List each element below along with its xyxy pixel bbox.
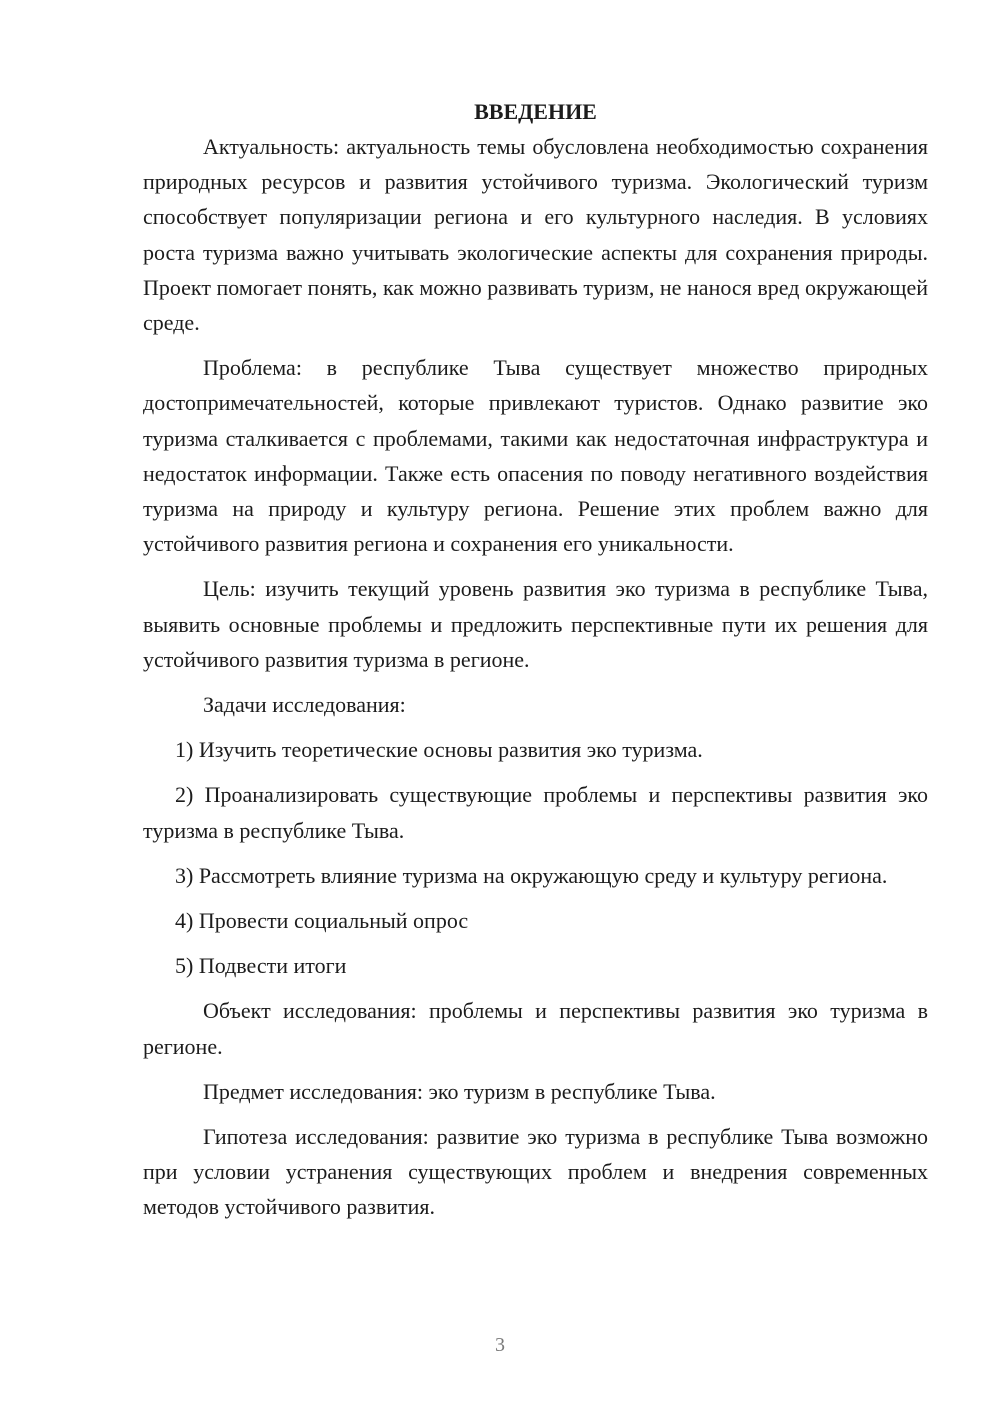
problem-paragraph: Проблема: в республике Тыва существует множество природных достопримечательностей, которые привлекают туристов. Однако развитие эко туризма сталкивается с проблемами, такими как недостаточная инфраструктура и недостаток информации. Также есть опасения по поводу негативного воздействия туризма на природу и культуру региона. Решение этих проблем важно для устойчивого развития региона и сохранения его уникальности. (143, 355, 928, 557)
hypothesis-paragraph: Гипотеза исследования: развитие эко туризма в республике Тыва возможно при условии устранения существующих проблем и внедрения современных методов устойчивого развития. (143, 1124, 928, 1220)
relevance-paragraph: Актуальность: актуальность темы обусловлена необходимостью сохранения природных ресурсов и развития устойчивого туризма. Экологический туризм способствует популяризации региона и его культурного наследия. В условиях роста туризма важно учитывать экологические аспекты для сохранения природы. Проект помогает понять, как можно развивать туризм, не нанося вред окружающей среде. (143, 134, 928, 336)
task-item-3: 3) Рассмотреть влияние туризма на окружающую среду и культуру региона. (175, 862, 888, 888)
section-title: ВВЕДЕНИЕ (474, 99, 597, 124)
object-paragraph: Объект исследования: проблемы и перспективы развития эко туризма в регионе. (143, 998, 928, 1059)
task-item-1: 1) Изучить теоретические основы развития эко туризма. (175, 737, 703, 763)
tasks-heading: Задачи исследования: (203, 692, 406, 718)
page-content (143, 94, 928, 1225)
task-item-4: 4) Провести социальный опрос (175, 908, 469, 934)
goal-paragraph: Цель: изучить текущий уровень развития эко туризма в республике Тыва, выявить основные проблемы и предложить перспективные пути их решения для устойчивого развития туризма в регионе. (143, 576, 928, 672)
subject-paragraph: Предмет исследования: эко туризм в республике Тыва. (203, 1078, 716, 1104)
page-number: 3 (495, 1334, 505, 1356)
task-item-5: 5) Подвести итоги (175, 953, 347, 979)
task-item-2: 2) Проанализировать существующие проблемы и перспективы развития эко туризма в республике Тыва. (143, 782, 928, 843)
